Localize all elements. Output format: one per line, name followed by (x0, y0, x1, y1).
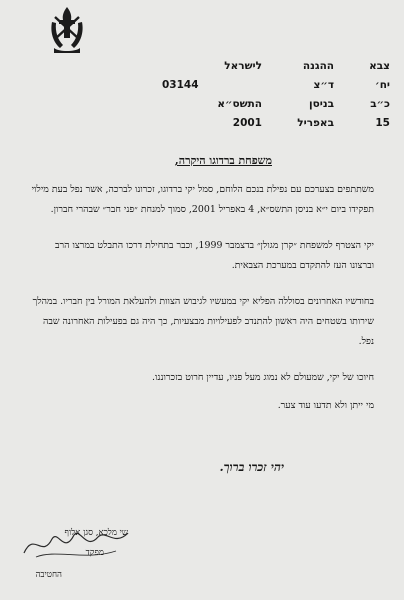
letterhead (140, 56, 390, 132)
paragraph: יקי הצטרף למשפחת ״קרן מגולן״ בדצמבר 1999, וכבר בתחילת דרכו התבלט במרצו הרב וברצונו העז להתקדם במערכת הצבאית. (54, 240, 374, 271)
header-cell: התשס״א (217, 97, 262, 110)
signature-block (14, 523, 134, 583)
header-cell: ההגנה (302, 59, 334, 72)
header-cell: יח׳ (375, 78, 390, 91)
header-cell: 2001 (232, 116, 262, 129)
header-cell: צבא (369, 59, 390, 72)
memorial-line: יהי זכרו ברוך. (219, 460, 284, 474)
header-cell: ד״צ (313, 78, 334, 91)
paragraph: מי ייתן ולא תדעו עוד צער. (277, 400, 374, 411)
header-cell: 15 (375, 116, 390, 129)
header-cell: 03144 (162, 78, 199, 91)
paragraph: בחודשיו האחרונים בסוללה הפליא יקי במעשיו לגיבוש הצוות ולהעלאת המורל בין חבריו. במהלך שירותו בשטחים היה ראשון להתנדב לפעילויות מבצעיות, כך היה גם בפעילות האחרונה שבה נפל. (32, 296, 374, 347)
salutation: משפחת ברדוגו היקרה, (174, 154, 272, 167)
header-row (140, 113, 390, 132)
paragraph: משתתפים בצערכם עם נפילת בנכם הלוחם, סמל יקי ברדוגו, זכרונו לברכה, אשר נפל בעת מילוי תפקידו ביום י״א בניסן התשס״א, 4 באפריל 2001, סמוך למנחת ״פני חבר״ שבהרי חברון. (31, 184, 374, 215)
signer-unit: החטיבה (35, 570, 62, 580)
signer-name: שי מלכא, סגן אלוף (64, 528, 128, 538)
paragraph: חיוכו של יקי, שמעולם לא נמוג מעל פניו, עדיין חרוט בזכרוננו. (152, 372, 374, 383)
idf-emblem-icon (46, 4, 88, 56)
header-cell: בניסן (309, 97, 334, 110)
header-row (140, 56, 390, 75)
header-row (140, 75, 390, 94)
header-cell: באפריל (297, 116, 334, 129)
header-cell: לישראל (224, 59, 262, 72)
letter-body (29, 180, 374, 432)
header-cell: כ״ב (370, 97, 390, 110)
signer-role: מפקד (85, 548, 104, 558)
header-row (140, 94, 390, 113)
